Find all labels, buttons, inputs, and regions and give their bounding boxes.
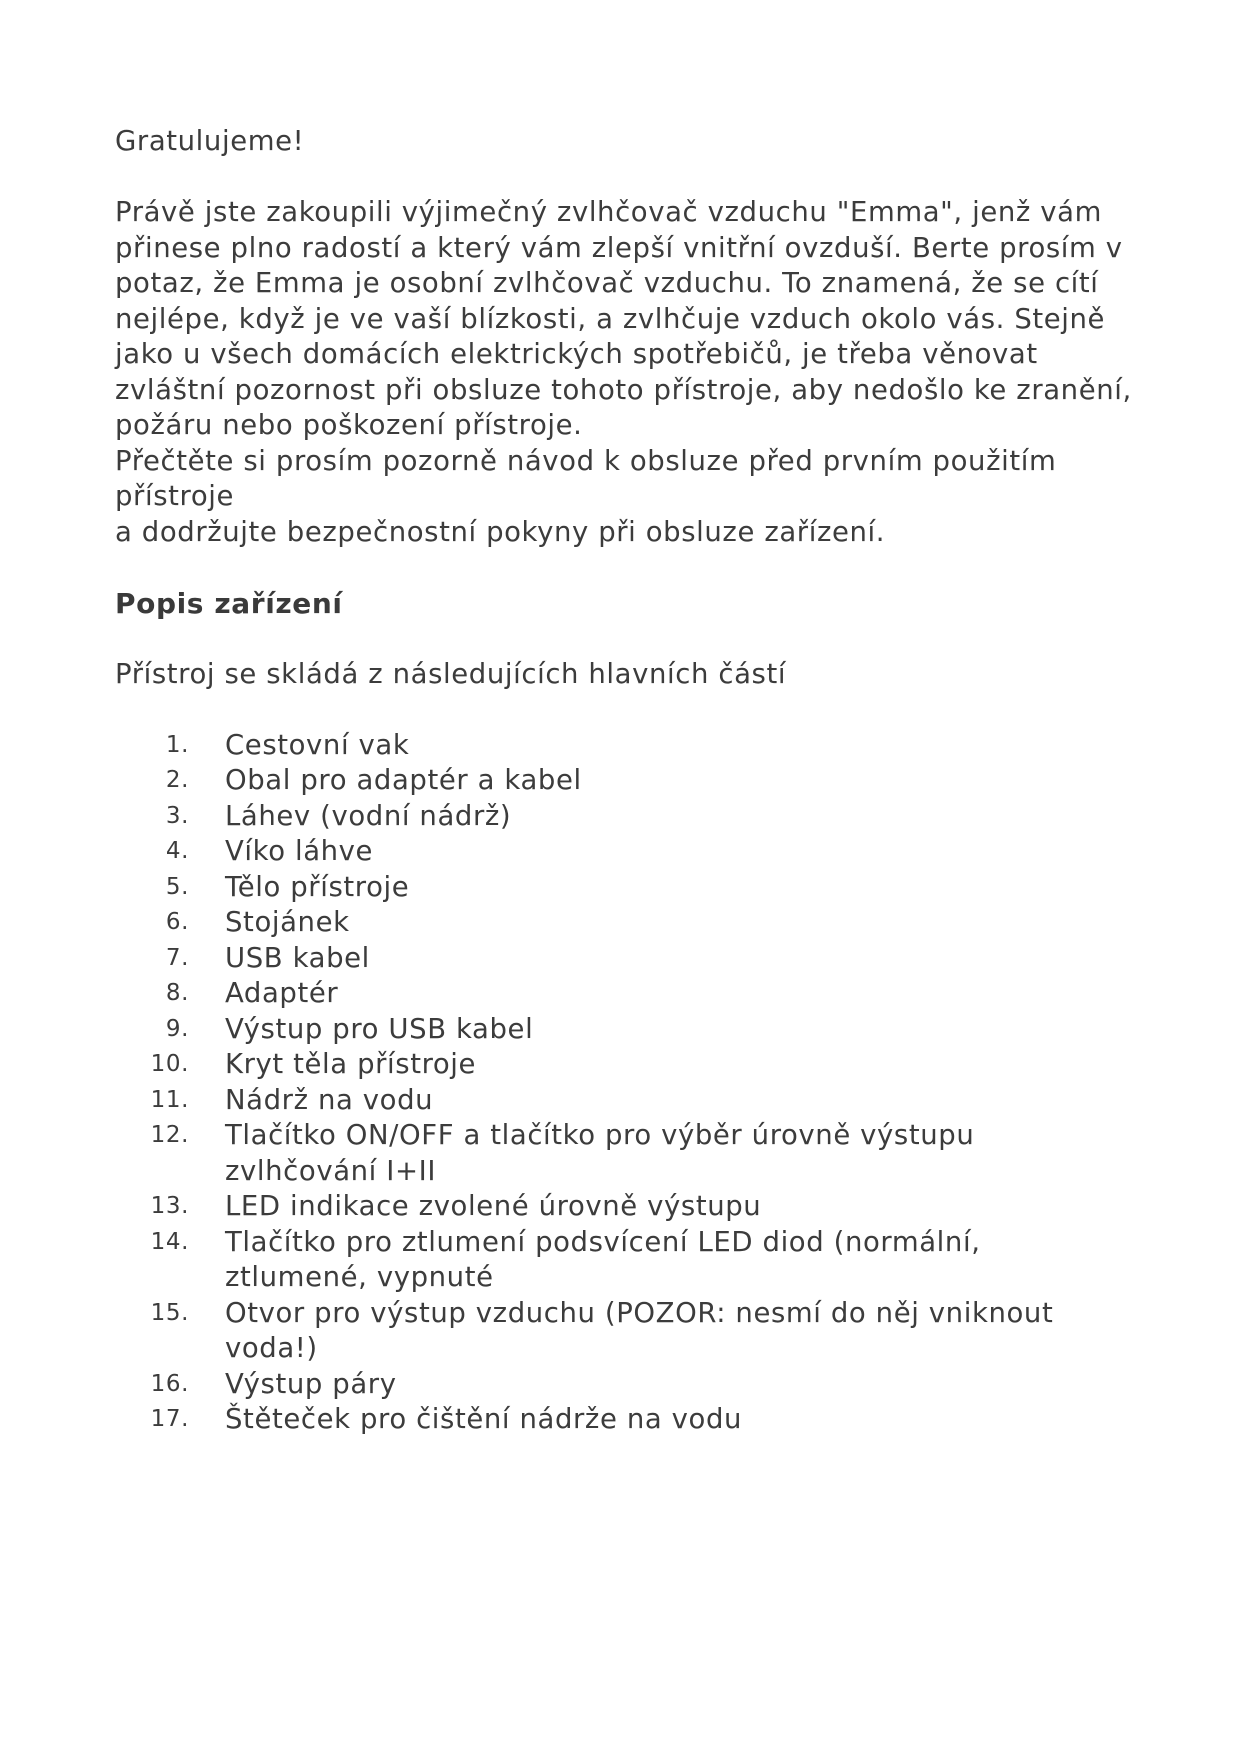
list-text: Adaptér [225,977,339,1009]
document-page [115,124,1155,1438]
intro-text [115,195,1155,550]
list-item [115,1118,1155,1189]
list-text: USB kabel [225,941,370,974]
list-item [115,728,1155,764]
list-text: Obal pro adaptér a kabel [225,764,582,796]
list-text: Stojánek [225,906,350,938]
intro-paragraph: Přečtěte si prosím pozorně návod k obsluze před prvním použitím přístroje [115,444,1057,512]
list-item [115,976,1155,1012]
section-heading: Popis zařízení [115,586,343,620]
list-number: 13. [150,1193,189,1219]
list-item [115,1189,1155,1225]
list-number: 1. [165,731,189,758]
list-number: 12. [150,1122,189,1148]
list-number: 16. [150,1370,189,1397]
intro-paragraph: Právě jste zakoupili výjimečný zvlhčovač vzduchu "Emma", jenž vám přinese plno radostí a který vám zlepší vnitřní ovzduší. Berte prosím v potaz, že Emma je osobní zvlhčovač vzduchu. To znamená, že se cítí nejlépe, když je ve vaší blízkosti, a zvlhčuje vzduch okolo vás. Stejně jako u všech domácích elektrických spotřebičů, je třeba věnovat zvláštní pozornost při obsluze tohoto přístroje, aby nedošlo ke zranění, požáru nebo poškození přístroje. [115,196,1132,441]
list-number: 9. [165,1015,189,1042]
list-text: Cestovní vak [225,728,410,761]
list-item [115,905,1155,941]
list-item [115,870,1155,906]
list-item [115,834,1155,870]
list-number: 11. [150,1086,189,1113]
list-text: Otvor pro výstup vzduchu (POZOR: nesmí do něj vniknout voda!) [225,1296,1054,1364]
list-number: 2. [165,767,189,793]
parts-list [115,728,1155,1438]
list-text: Tělo přístroje [225,870,410,903]
list-item [115,1296,1155,1367]
list-number: 17. [150,1406,189,1432]
list-number: 15. [150,1299,189,1326]
list-item [115,1047,1155,1083]
list-text: Nádrž na vodu [225,1083,434,1116]
list-text: LED indikace zvolené úrovně výstupu [225,1190,762,1222]
list-item [115,1083,1155,1119]
list-number: 8. [165,980,189,1006]
list-text: Výstup páry [225,1367,397,1400]
list-text: Kryt těla přístroje [225,1048,477,1080]
greeting: Gratulujeme! [115,125,305,157]
list-number: 3. [165,802,189,829]
list-item [115,799,1155,835]
list-number: 6. [165,909,189,935]
list-text: Láhev (vodní nádrž) [225,799,512,832]
list-text: Tlačítko ON/OFF a tlačítko pro výběr úrovně výstupu zvlhčování I+II [225,1119,975,1187]
list-number: 14. [150,1228,189,1255]
list-text: Výstup pro USB kabel [225,1012,534,1045]
list-text: Tlačítko pro ztlumení podsvícení LED diod (normální, ztlumené, vypnuté [225,1225,981,1293]
intro-paragraph: a dodržujte bezpečnostní pokyny při obsluze zařízení. [115,515,886,548]
list-number: 4. [165,838,189,864]
list-text: Víko láhve [225,835,374,867]
list-item [115,763,1155,799]
list-item [115,941,1155,977]
list-number: 5. [165,873,189,900]
section-lead: Přístroj se skládá z následujících hlavních částí [115,657,787,690]
list-number: 7. [165,944,189,971]
list-item [115,1225,1155,1296]
list-text: Štěteček pro čištění nádrže na vodu [225,1403,743,1435]
list-item [115,1012,1155,1048]
list-number: 10. [150,1051,189,1077]
list-item [115,1367,1155,1403]
list-item [115,1402,1155,1438]
